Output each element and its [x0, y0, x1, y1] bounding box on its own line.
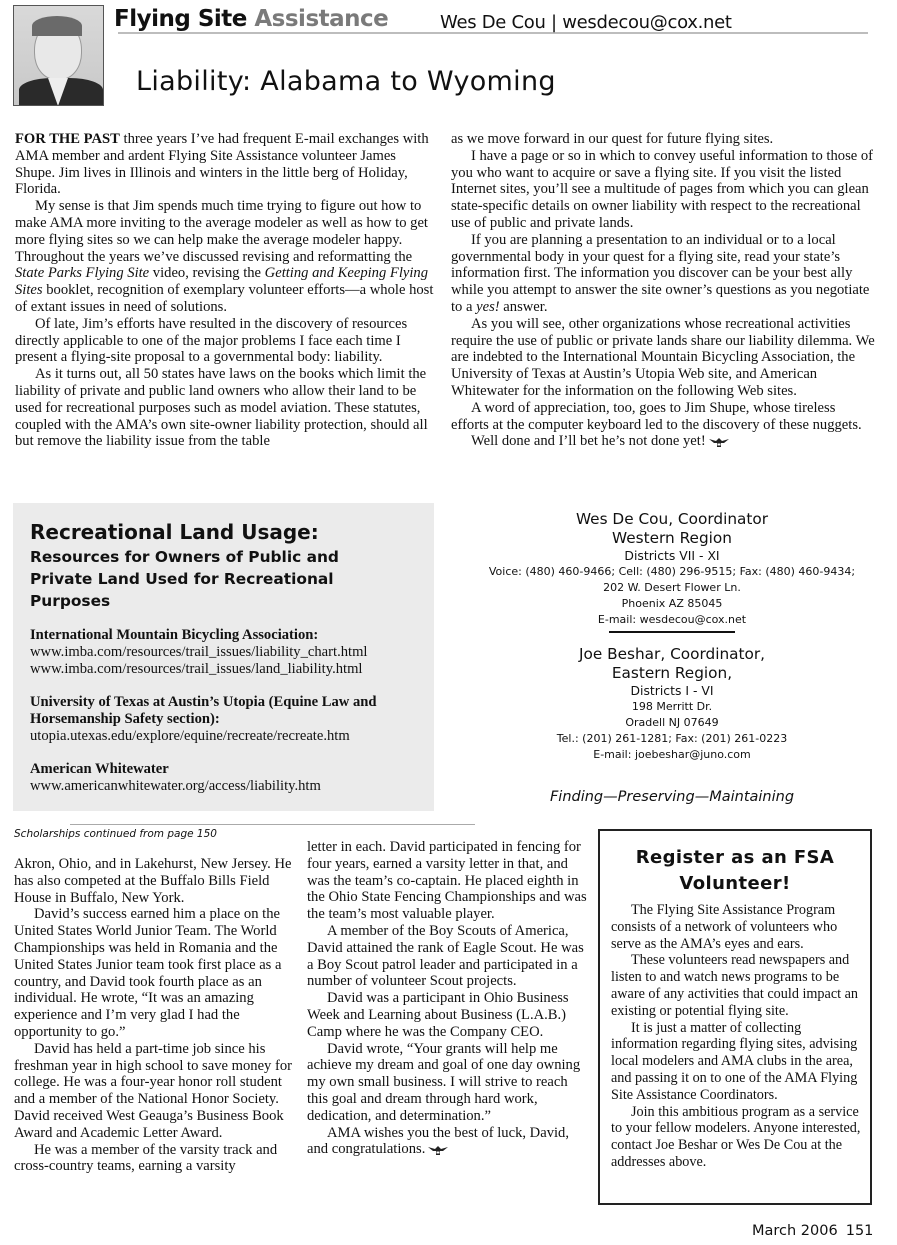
contact-email[interactable]: E-mail: wesdecou@cox.net	[597, 613, 747, 626]
paragraph: David wrote, “Your grants will help me achieve my dream and goal of one day owning my own small business. I will strive to reach this goal and dream through hard work, dedication, and determination.”	[307, 1040, 581, 1124]
paragraph: My sense is that Jim spends much time trying to figure out how to make AMA more inviting to the average modeler as well as how to get more flying sites so we can help make the average modeler happy. Throughout the years we’ve discussed revising and reformatting the State Parks Flying Site video, revising the Getting and Keeping Flying Sites booklet, recognition of exemplary volunteer efforts—a whole host of extant issues in need of solutions.	[15, 198, 434, 315]
paragraph: Well done and I’ll bet he’s not done yet!	[451, 433, 875, 450]
scholarship-column-1	[14, 856, 296, 1175]
photo-hair	[32, 16, 82, 36]
ama-eagle-logo-icon	[709, 437, 729, 448]
paragraph: AMA wishes you the best of luck, David, and congratulations.	[307, 1124, 569, 1158]
title-ref: Getting and Keeping Flying Sites	[15, 265, 429, 299]
contact-city: Oradell NJ 07649	[625, 716, 719, 729]
paragraph: Akron, Ohio, and in Lakehurst, New Jersey. He has also competed at the Buffalo Bills Field House in Buffalo, New York.	[14, 856, 292, 906]
byline-email[interactable]: wesdecou@cox.net	[562, 12, 732, 33]
paragraph: A word of appreciation, too, goes to Jim Shupe, whose tireless efforts at the computer keyboard led to the discovery of these nuggets.	[451, 399, 862, 433]
paragraph: David was a participant in Ohio Business Week and Learning about Business (L.A.B.) Camp where he was the Company CEO.	[307, 990, 569, 1040]
page-folio	[752, 1223, 873, 1239]
paragraph: These volunteers read newspapers and listen to and watch news programs to be aware of any activities that could impact an existing or potential flying site.	[611, 952, 858, 1019]
contact-phones: Tel.: (201) 261-1281; Fax: (201) 261-0223	[556, 732, 788, 745]
paragraph: Of late, Jim’s efforts have resulted in the discovery of resources directly applicable to one of the major problems I face each time I present a flying-site proposal to a governmental body: liability.	[15, 315, 408, 366]
resource-url[interactable]: www.imba.com/resources/trail_issues/liability_chart.html	[30, 643, 368, 660]
ama-eagle-logo-icon	[428, 1145, 448, 1156]
resource-whitewater	[30, 761, 425, 795]
paragraph: I have a page or so in which to convey useful information to those of you who want to acquire or save a flying site. If you visit the listed Internet sites, you’ll see a multitude of pages from which you can glean state-specific details on owner liability with respect to the recreational use of public and private lands.	[451, 147, 874, 231]
sidebar-title: Recreational Land Usage:	[30, 520, 319, 544]
contact-name: Joe Beshar, Coordinator,	[578, 645, 766, 663]
paragraph: letter in each. David participated in fencing for four years, earned a varsity letter in that, and was the team’s co-captain. He placed eighth in the Ohio State Fencing Championships and was the team’s most valuable player.	[307, 839, 587, 923]
scholarship-column-2	[307, 839, 587, 1158]
paragraph: If you are planning a presentation to an individual or to a local governmental body in your quest for a flying site, read your state’s information first. The information you discover can be your best ally while you attempt to answer the site owner’s questions as you negotiate to a yes! answer.	[451, 231, 870, 315]
resource-url[interactable]: www.americanwhitewater.org/access/liability.htm	[30, 777, 321, 794]
paragraph: FOR THE PAST three years I’ve had frequent E-mail exchanges with AMA member and ardent Flying Site Assistance volunteer James Shupe. Jim lives in Illinois and winters in the little berg of Holiday, Florida.	[15, 131, 429, 198]
article-column-1	[15, 131, 439, 450]
column-kicker	[114, 6, 388, 32]
contact-region: Eastern Region,	[611, 664, 733, 682]
resource-org: American Whitewater	[30, 761, 169, 777]
title-ref: State Parks Flying Site	[15, 265, 150, 282]
paragraph: It is just a matter of collecting information regarding flying sites, advising local modelers and AMA clubs in the area, and passing it on to one of the AMA Flying Site Assistance Coordinators.	[611, 1019, 858, 1103]
contact-region: Western Region	[612, 529, 732, 547]
contact-street: 202 W. Desert Flower Ln.	[603, 581, 741, 594]
resource-imba	[30, 627, 425, 677]
page-number: 151	[845, 1223, 874, 1239]
resource-url[interactable]: www.imba.com/resources/trail_issues/land_liability.html	[30, 660, 363, 677]
byline	[440, 12, 732, 33]
paragraph: David has held a part-time job since his freshman year in high school to save money for college. He was a four-year honor roll student and a member of the National Honor Society. David received West Geauga’s Business Book Award and Academic Letter Award.	[14, 1040, 293, 1141]
coordinator-contacts	[446, 510, 897, 805]
contact-divider	[609, 631, 735, 633]
kicker-light: Assistance	[254, 6, 389, 32]
resource-url[interactable]: utopia.utexas.edu/explore/equine/recreate/recreate.htm	[30, 727, 350, 744]
fsa-box-title: Register as an FSA Volunteer!	[635, 847, 835, 894]
continued-from-label: Scholarships continued from page 150	[14, 828, 217, 840]
issue-date: March 2006	[752, 1223, 838, 1239]
byline-separator: |	[551, 12, 557, 33]
contact-name: Wes De Cou, Coordinator	[575, 510, 769, 528]
contact-districts: Districts VII - XI	[624, 548, 720, 563]
paragraph: A member of the Boy Scouts of America, David attained the rank of Eagle Scout. He was a Boy Scout patrol leader and participated in a number of volunteer Scout projects.	[307, 922, 584, 990]
resource-utexas	[30, 694, 425, 744]
paragraph: David’s success earned him a place on the United States World Junior Team. The World Championships was held in Romania and the United States Junior team took first place as a country, and David took fourth place as an individual. He wrote, “It was an amazing experience and I’m very glad I had the opportunity to go.”	[14, 906, 282, 1040]
sidebar-subtitle: Resources for Owners of Public and Private Land Used for Recreational Purposes	[30, 548, 339, 610]
contact-eastern	[446, 645, 897, 763]
contact-email[interactable]: E-mail: joebeshar@juno.com	[593, 748, 751, 761]
resource-org: University of Texas at Austin’s Utopia (Equine Law and Horsemanship Safety section):	[30, 694, 377, 727]
fsa-box-body	[611, 902, 861, 1171]
paragraph: As you will see, other organizations whose recreational activities require the use of public or private lands share our liability dilemma. We are indebted to the International Mountain Bicycling Association, the University of Texas at Austin’s Utopia Web site, and American Whitewater for the information on the following Web sites.	[451, 315, 875, 399]
paragraph: Join this ambitious program as a service to your fellow modelers. Anyone interested, contact Joe Beshar or Wes De Cou at the addresses above.	[611, 1103, 861, 1170]
paragraph: He was a member of the varsity track and cross-country teams, earning a varsity	[14, 1141, 278, 1175]
byline-author: Wes De Cou	[440, 12, 546, 33]
paragraph: The Flying Site Assistance Program consists of a network of volunteers who serve as the AMA’s eyes and ears.	[611, 902, 838, 952]
kicker-bold: Flying Site	[114, 6, 247, 32]
fsa-motto: Finding—Preserving—Maintaining	[549, 789, 795, 805]
article-column-2	[451, 131, 875, 450]
contact-districts: Districts I - VI	[630, 683, 714, 698]
section-rule	[70, 824, 475, 825]
paragraph: as we move forward in our quest for future flying sites.	[451, 131, 774, 147]
contact-city: Phoenix AZ 85045	[621, 597, 723, 610]
paragraph: As it turns out, all 50 states have laws on the books which limit the liability of private and public land owners who allow their land to be used for recreational purposes such as model aviation. These statutes, coupled with the AMA’s own site-owner liability protection, should all but remove the liability issue from the table	[15, 366, 428, 450]
resource-org: International Mountain Bicycling Association:	[30, 627, 319, 643]
contact-phones: Voice: (480) 460-9466; Cell: (480) 296-9515; Fax: (480) 460-9434;	[488, 565, 856, 578]
contact-western	[446, 510, 897, 628]
article-title: Liability: Alabama to Wyoming	[136, 66, 556, 97]
author-photo	[13, 5, 104, 106]
lead-in: FOR THE PAST	[15, 131, 120, 147]
contact-street: 198 Merritt Dr.	[631, 700, 713, 713]
